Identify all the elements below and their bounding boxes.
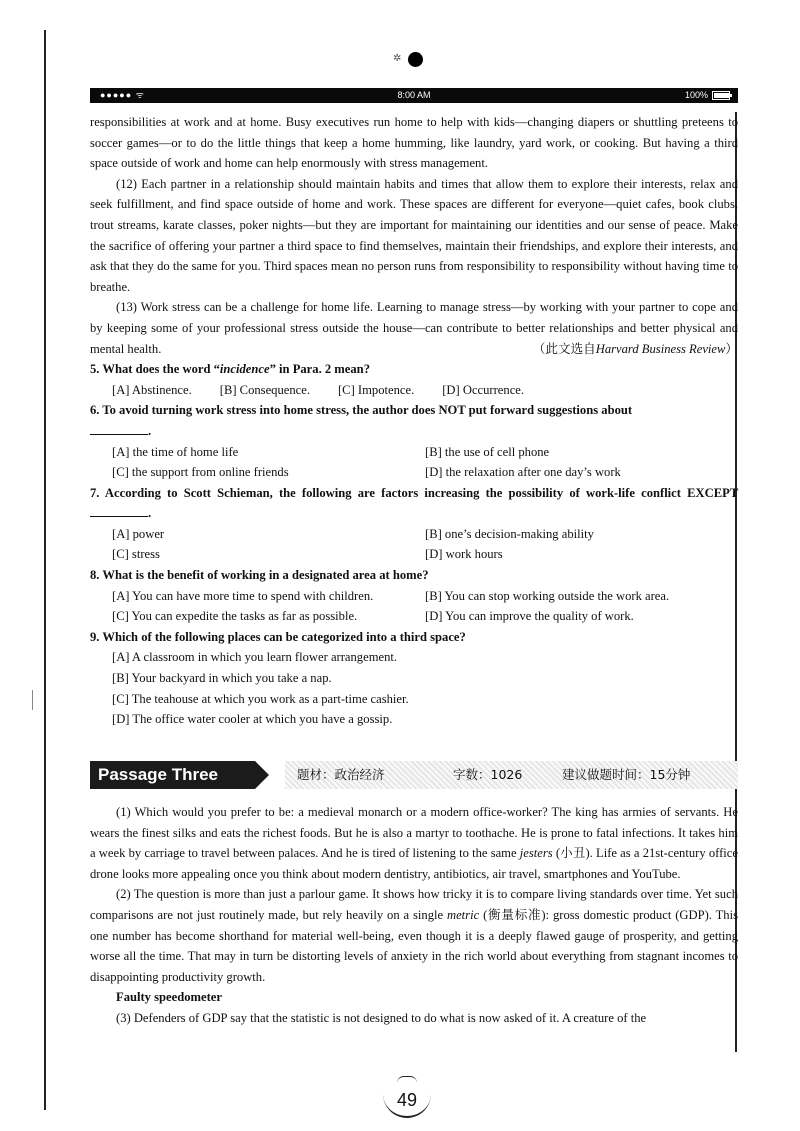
q5-option-b[interactable]: [B] Consequence. (219, 382, 310, 397)
q6-blank (90, 422, 148, 435)
q5-option-c[interactable]: [C] Impotence. (337, 382, 415, 397)
q6-option-d[interactable]: [D] the relaxation after one day’s work (425, 465, 621, 480)
paragraph-continued: responsibilities at work and at home. Busy executives run home to help with kids—changing diapers or shuttling preteens to soccer games—or to do the little things that keep a home humming, like laundry, yard work, or cooking. But having a third space outside of work and home can help enormously with stress management. (90, 115, 738, 171)
q7-option-d[interactable]: [D] work hours (425, 547, 503, 562)
signal-indicator: ●●●●● ᯤ (100, 90, 145, 100)
q8-options (90, 586, 738, 627)
q9-option-a[interactable]: [A] A classroom in which you learn flower arrangement. (112, 650, 398, 665)
q9-options (90, 647, 738, 729)
paragraph-2 (90, 884, 738, 987)
q5-stem-b: ” in Para. 2 mean? (269, 362, 370, 377)
question-5 (90, 359, 738, 380)
subheading: Faulty speedometer (116, 990, 222, 1005)
passage-suggested-time: 建议做题时间：15分钟 (562, 767, 691, 782)
q6-stem: 6. To avoid turning work stress into home stress, the author does NOT put forward suggestions about (90, 403, 633, 418)
q7-options (90, 524, 738, 565)
question-8: 8. What is the benefit of working in a designated area at home? (90, 568, 429, 583)
q8-option-c[interactable]: [C] You can expedite the tasks as far as possible. (112, 609, 358, 624)
binding-line (44, 30, 46, 1110)
camera-dot (408, 52, 423, 67)
status-time: 8:00 AM (397, 90, 431, 100)
passage-three-label: Passage Three (90, 761, 255, 789)
q5-options (90, 380, 738, 401)
q6-option-b[interactable]: [B] the use of cell phone (425, 444, 550, 459)
source-prefix: （此文选自 (532, 341, 596, 356)
q8-option-b[interactable]: [B] You can stop working outside the work area. (425, 588, 670, 603)
battery-icon (712, 91, 730, 100)
q9-option-b[interactable]: [B] Your backyard in which you take a nap. (112, 671, 332, 686)
p2-text-b: (衡量标准): gross domestic product (GDP). This one number has become shorthand for material well-being, even though it is a deeply flawed gauge of prosperity, and getting worse all the time. That may in turn be distorting levels of anxiety in the rich world about everything from stagnant incomes to disappointing productivity growth. (90, 907, 739, 984)
q7-option-b[interactable]: [B] one’s decision-making ability (425, 526, 594, 541)
question-7: 7. According to Scott Schieman, the following are factors increasing the possibility of work-life conflict EXCEPT . (90, 485, 738, 521)
q6-option-a[interactable]: [A] the time of home life (112, 444, 239, 459)
passage-word-count: 字数：1026 (453, 767, 523, 782)
q8-option-a[interactable]: [A] You can have more time to spend with children. (112, 588, 374, 603)
p1-text-b: (小丑). Life as a 21st-century office drone looks more appealing once you think about modern dentistry, antibiotics, air travel, smartphones and YouTube. (90, 846, 738, 881)
paragraph-1 (90, 802, 738, 884)
q5-option-d[interactable]: [D] Occurrence. (442, 382, 525, 397)
decor-small-dot: ✲ (393, 53, 402, 64)
paragraph-3: (3) Defenders of GDP say that the statistic is not designed to do what is now asked of it. A creature of the (116, 1010, 647, 1025)
q7-blank (90, 504, 148, 517)
source-citation (507, 339, 738, 360)
source-suffix: ） (725, 341, 738, 356)
paragraph-13-text: (13) Work stress can be a challenge for home life. Learning to manage stress—by working with your partner to cope and by keeping some of your professional stress outside the house—can contribute to better relationships and better physical and mental health. (90, 300, 738, 356)
battery-indicator (685, 88, 730, 103)
paragraph-13 (90, 297, 738, 359)
q6-options (90, 442, 738, 483)
q5-stem-em: incidence (219, 362, 270, 377)
battery-percent: 100% (684, 90, 708, 100)
source-name: Harvard Business Review (595, 341, 726, 356)
passage-meta (285, 761, 738, 789)
q7-option-c[interactable]: [C] stress (112, 547, 160, 562)
p2-italic: metric (447, 907, 480, 922)
status-bar (90, 88, 738, 103)
q9-option-c[interactable]: [C] The teahouse at which you work as a part-time cashier. (112, 691, 409, 706)
passage-topic: 题材：政治经济 (297, 767, 385, 782)
paragraph-12: (12) Each partner in a relationship should maintain habits and times that allow them to explore their interests, relax and seek fulfillment, and find space outside of home and work. These spaces are different for everyone—quiet cafes, book clubs, trout streams, karate classes, poker nights—but they are important for maintaining our identities and our sense of peace. Make the sacrifice of offering your partner a third space to find themselves, maintain their friendships, and explore their interests, and ask that they do the same for you. Third spaces mean no person runs from responsibility to responsibility without having time to breathe. (90, 176, 738, 294)
q6-option-c[interactable]: [C] the support from online friends (112, 465, 289, 480)
q7-option-a[interactable]: [A] power (112, 526, 165, 541)
question-6: 6. To avoid turning work stress into home stress, the author does NOT put forward suggestions about . (90, 403, 633, 438)
p1-text-a: (1) Which would you prefer to be: a medieval monarch or a modern office-worker? The king has armies of servants. He wears the finest silks and eats the richest foods. But he is also a martyr to toothache. He is prone to fatal infections. It takes him a week by carriage to travel between palaces. And he is tired of listening to the same (90, 805, 738, 861)
q8-option-d[interactable]: [D] You can improve the quality of work. (425, 609, 634, 624)
battery-fill (714, 93, 730, 98)
page-number: 49 (383, 1082, 431, 1118)
p1-italic: jesters (519, 846, 553, 861)
banner-arrow-icon (255, 761, 269, 789)
q5-stem-a: 5. What does the word “ (90, 362, 220, 377)
p2-text-a: (2) The question is more than just a parlour game. It shows how tricky it is to compare living standards over time. Yet such comparisons are not just routinely made, but rely heavily on a single (90, 887, 738, 922)
binding-mark (32, 690, 33, 710)
passage-three-banner (90, 758, 738, 792)
q5-option-a[interactable]: [A] Abstinence. (112, 382, 192, 397)
q7-stem: 7. According to Scott Schieman, the following are factors increasing the possibility of work-life conflict EXCEPT (90, 485, 738, 500)
question-9: 9. Which of the following places can be categorized into a third space? (90, 629, 466, 644)
passage-two-body (90, 112, 738, 730)
passage-three-body (90, 802, 738, 1029)
q9-option-d[interactable]: [D] The office water cooler at which you have a gossip. (112, 712, 393, 727)
